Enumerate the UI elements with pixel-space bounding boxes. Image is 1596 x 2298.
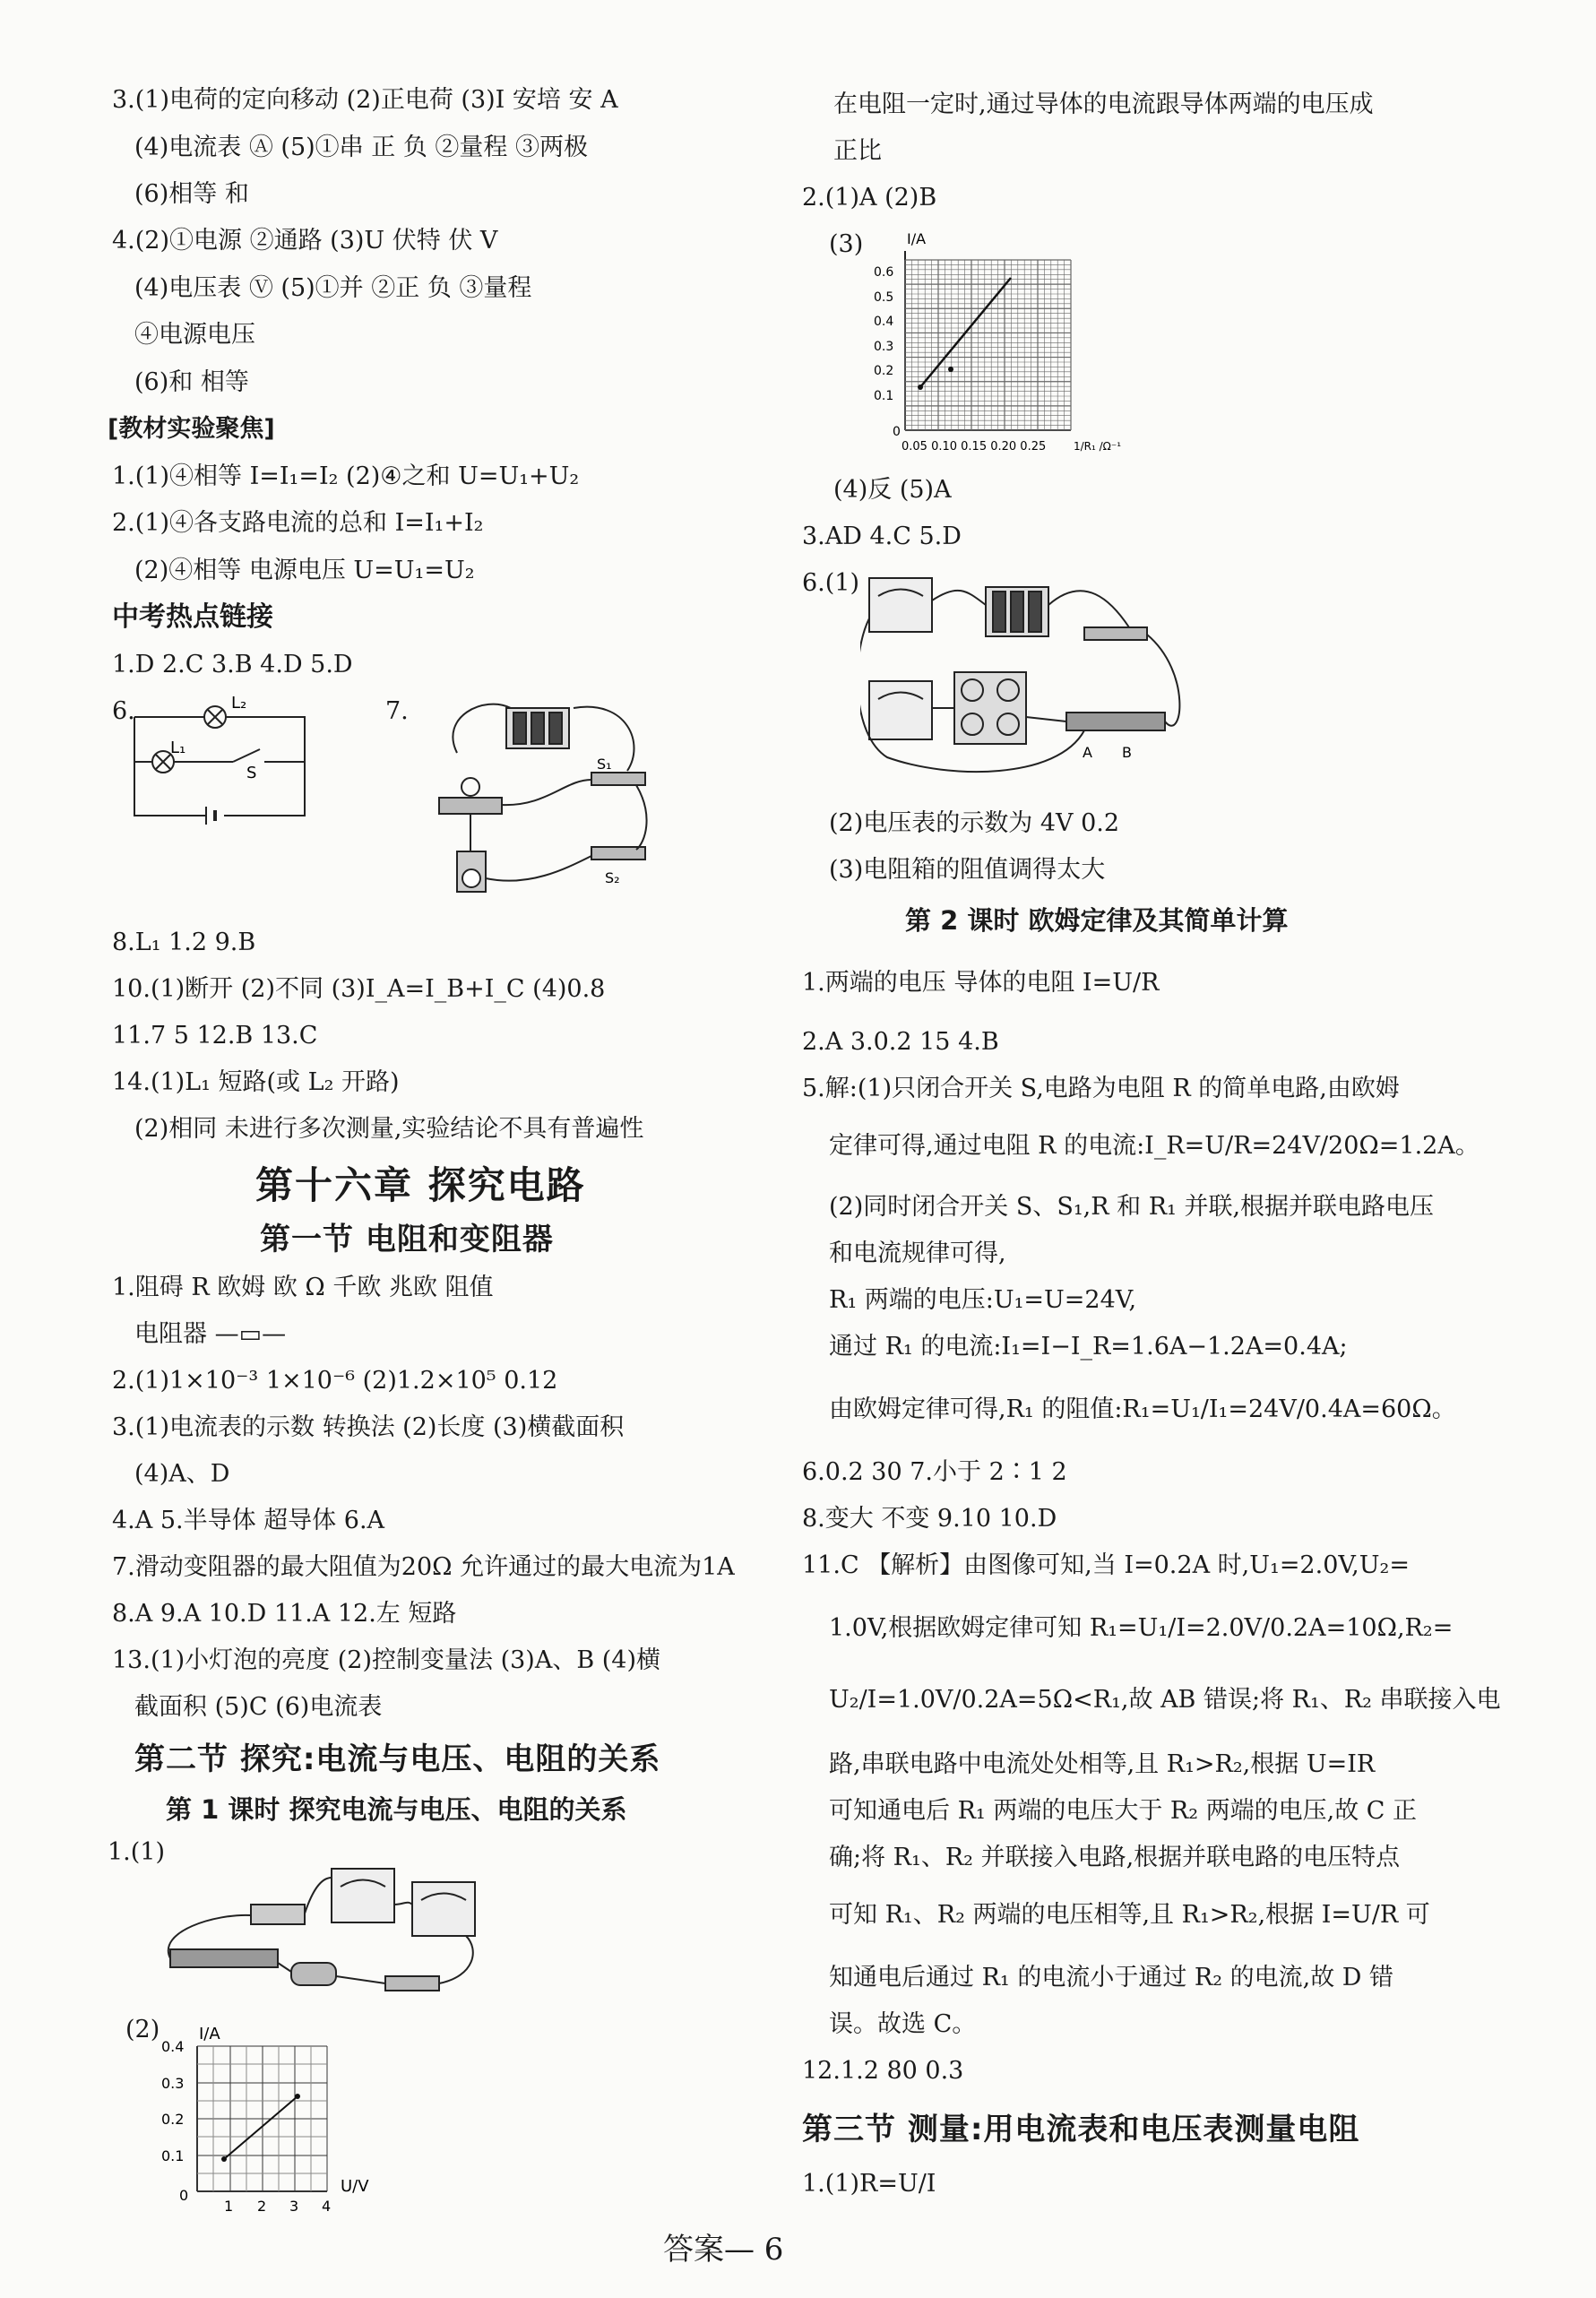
ans-line: 2.(1)④各支路电流的总和 I=I₁+I₂ xyxy=(112,509,484,537)
ans-line: 2.A 3.0.2 15 4.B xyxy=(802,1028,999,1056)
ans-line: 6.(1) xyxy=(802,569,860,597)
ans-line: 在电阻一定时,通过导体的电流跟导体两端的电压成 xyxy=(833,91,1374,118)
ans-line: 8.L₁ 1.2 9.B xyxy=(112,929,256,956)
axis-label-i: I/A xyxy=(907,230,927,247)
tick: 2 xyxy=(257,2198,267,2214)
ans-line: 5.解:(1)只闭合开关 S,电路为电阻 R 的简单电路,由欧姆 xyxy=(802,1075,1400,1102)
label-L1: L₁ xyxy=(170,739,186,757)
ans-line: (4)电压表 Ⓥ (5)①并 ②正 负 ③量程 xyxy=(134,274,532,302)
physical-circuit-6 xyxy=(860,565,1201,789)
ans-line: 10.(1)断开 (2)不同 (3)I_A=I_B+I_C (4)0.8 xyxy=(112,975,606,1003)
ans-line: 3.(1)电流表的示数 转换法 (2)长度 (3)横截面积 xyxy=(112,1413,625,1441)
tick: 0.5 xyxy=(874,290,894,305)
tick: 0.2 xyxy=(874,364,894,378)
ans-line: (3)电阻箱的阻值调得太大 xyxy=(829,856,1106,884)
ans-line: 误。故选 C。 xyxy=(829,2010,977,2038)
ans-line: (4)反 (5)A xyxy=(833,476,952,504)
ans-line: (2) xyxy=(125,2016,160,2043)
tick: 0.2 xyxy=(161,2111,185,2128)
ans-line: 8.A 9.A 10.D 11.A 12.左 短路 xyxy=(112,1600,457,1628)
label-L2: L₂ xyxy=(231,694,247,713)
physical-circuit-7 xyxy=(421,690,654,905)
ans-line: 路,串联电路中电流处处相等,且 R₁>R₂,根据 U=IR xyxy=(829,1750,1376,1778)
ans-line: 可知 R₁、R₂ 两端的电压相等,且 R₁>R₂,根据 I=U/R 可 xyxy=(829,1901,1430,1929)
axis-label-u: U/V xyxy=(341,2177,369,2196)
label-S: S xyxy=(246,764,257,782)
ans-line: (4)电流表 Ⓐ (5)①串 正 负 ②量程 ③两极 xyxy=(134,134,588,161)
ans-line: 6.0.2 30 7.小于 2∶1 2 xyxy=(802,1458,1067,1486)
ans-line: 1.两端的电压 导体的电阻 I=U/R xyxy=(802,969,1160,997)
tick: 0.3 xyxy=(874,340,894,354)
section-title: 第二节 探究:电流与电压、电阻的关系 xyxy=(134,1741,661,1777)
ans-line: 1.D 2.C 3.B 4.D 5.D xyxy=(112,651,353,678)
ans-line: 可知通电后 R₁ 两端的电压大于 R₂ 两端的电压,故 C 正 xyxy=(829,1797,1418,1825)
tick: 0 xyxy=(179,2187,189,2204)
ans-line: 8.变大 不变 9.10 10.D xyxy=(802,1505,1057,1533)
ans-line: 1.0V,根据欧姆定律可知 R₁=U₁/I=2.0V/0.2A=10Ω,R₂= xyxy=(829,1614,1454,1642)
ans-line: R₁ 两端的电压:U₁=U=24V, xyxy=(829,1286,1137,1314)
ans-line: (3) xyxy=(829,230,864,258)
ans-line: 3.(1)电荷的定向移动 (2)正电荷 (3)I 安培 安 A xyxy=(112,86,618,114)
tick: 1 xyxy=(224,2198,234,2214)
graph-iu xyxy=(152,2012,394,2214)
tick: 0.05 0.10 0.15 0.20 0.25 xyxy=(902,440,1047,454)
section-label: [教材实验聚焦] xyxy=(108,415,275,443)
ans-line: (2)电压表的示数为 4V 0.2 xyxy=(829,809,1120,837)
axis-label-i: I/A xyxy=(199,2025,220,2043)
ans-line: 1.(1)R=U/I xyxy=(802,2170,936,2198)
ans-line: 11.C 【解析】由图像可知,当 I=0.2A 时,U₁=2.0V,U₂= xyxy=(802,1551,1410,1579)
ans-line: 1.(1) xyxy=(108,1838,166,1866)
ans-line: 1.阻碍 R 欧姆 欧 Ω 千欧 兆欧 阻值 xyxy=(112,1274,494,1301)
ans-line: 通过 R₁ 的电流:I₁=I−I_R=1.6A−1.2A=0.4A; xyxy=(829,1333,1348,1361)
ans-line: 3.AD 4.C 5.D xyxy=(802,523,962,550)
label-S1: S₁ xyxy=(597,756,612,773)
lesson-title: 第 2 课时 欧姆定律及其简单计算 xyxy=(905,905,1289,936)
ans-line: (4)A、D xyxy=(134,1460,230,1488)
axis-label-r: 1/R₁ /Ω⁻¹ xyxy=(1074,440,1121,453)
ans-line: 1.(1)④相等 I=I₁=I₂ (2)④之和 U=U₁+U₂ xyxy=(112,462,580,490)
ans-line: 14.(1)L₁ 短路(或 L₂ 开路) xyxy=(112,1068,400,1096)
section-title: 第三节 测量:用电流表和电压表测量电阻 xyxy=(802,2112,1360,2147)
ans-line: 知通电后通过 R₁ 的电流小于通过 R₂ 的电流,故 D 错 xyxy=(829,1964,1394,1991)
ans-line: 确;将 R₁、R₂ 并联接入电路,根据并联电路的电压特点 xyxy=(829,1844,1401,1871)
chapter-title: 第十六章 探究电路 xyxy=(255,1163,586,1207)
ans-line: (6)相等 和 xyxy=(134,180,249,208)
ans-line: 12.1.2 80 0.3 xyxy=(802,2057,964,2085)
tick: 0.3 xyxy=(161,2075,185,2092)
ans-line: 6. xyxy=(112,697,135,725)
ans-line: (2)相同 未进行多次测量,实验结论不具有普遍性 xyxy=(134,1115,644,1143)
tick: 0.6 xyxy=(874,265,894,280)
label-A: A xyxy=(1083,744,1092,761)
tick: 0.4 xyxy=(161,2038,185,2055)
tick: 0 xyxy=(893,425,901,439)
ans-line: 正比 xyxy=(833,137,882,165)
ans-line: 电阻器 —▭— xyxy=(134,1320,287,1348)
ans-line: 2.(1)1×10⁻³ 1×10⁻⁶ (2)1.2×10⁵ 0.12 xyxy=(112,1367,558,1395)
label-S2: S₂ xyxy=(605,869,620,886)
ans-line: ④电源电压 xyxy=(134,321,255,349)
ans-line: (2)同时闭合开关 S、S₁,R 和 R₁ 并联,根据并联电路电压 xyxy=(829,1193,1435,1221)
ans-line: 定律可得,通过电阻 R 的电流:I_R=U/R=24V/20Ω=1.2A。 xyxy=(829,1132,1480,1160)
ans-line: 截面积 (5)C (6)电流表 xyxy=(134,1693,383,1721)
ans-line: 7.滑动变阻器的最大阻值为20Ω 允许通过的最大电流为1A xyxy=(112,1553,735,1581)
ans-line: 和电流规律可得, xyxy=(829,1240,1006,1267)
label-B: B xyxy=(1122,744,1132,761)
graph-i-inv-r xyxy=(860,224,1129,466)
section-title: 第一节 电阻和变阻器 xyxy=(260,1222,554,1257)
tick: 0.1 xyxy=(161,2147,185,2164)
ans-line: U₂/I=1.0V/0.2A=5Ω<R₁,故 AB 错误;将 R₁、R₂ 串联接入电 xyxy=(829,1686,1501,1714)
physical-circuit-1 xyxy=(161,1851,493,2021)
tick: 0.4 xyxy=(874,315,894,329)
ans-line: (6)和 相等 xyxy=(134,368,249,396)
ans-line: (2)④相等 电源电压 U=U₁=U₂ xyxy=(134,557,475,584)
lesson-title: 第 1 课时 探究电流与电压、电阻的关系 xyxy=(166,1794,627,1825)
tick: 4 xyxy=(322,2198,332,2214)
page-footer: 答案— 6 xyxy=(663,2232,784,2268)
ans-line: 13.(1)小灯泡的亮度 (2)控制变量法 (3)A、B (4)横 xyxy=(112,1646,661,1674)
ans-line: 4.(2)①电源 ②通路 (3)U 伏特 伏 V xyxy=(112,227,498,255)
ans-line: 2.(1)A (2)B xyxy=(802,184,937,212)
circuit-diagram-6 xyxy=(125,690,323,825)
ans-line: 4.A 5.半导体 超导体 6.A xyxy=(112,1507,385,1534)
ans-line: 7. xyxy=(385,697,409,725)
tick: 0.1 xyxy=(874,389,894,403)
tick: 3 xyxy=(289,2198,299,2214)
ans-line: 11.7 5 12.B 13.C xyxy=(112,1022,318,1050)
section-label: 中考热点链接 xyxy=(112,601,273,633)
ans-line: 由欧姆定律可得,R₁ 的阻值:R₁=U₁/I₁=24V/0.4A=60Ω。 xyxy=(829,1395,1456,1423)
